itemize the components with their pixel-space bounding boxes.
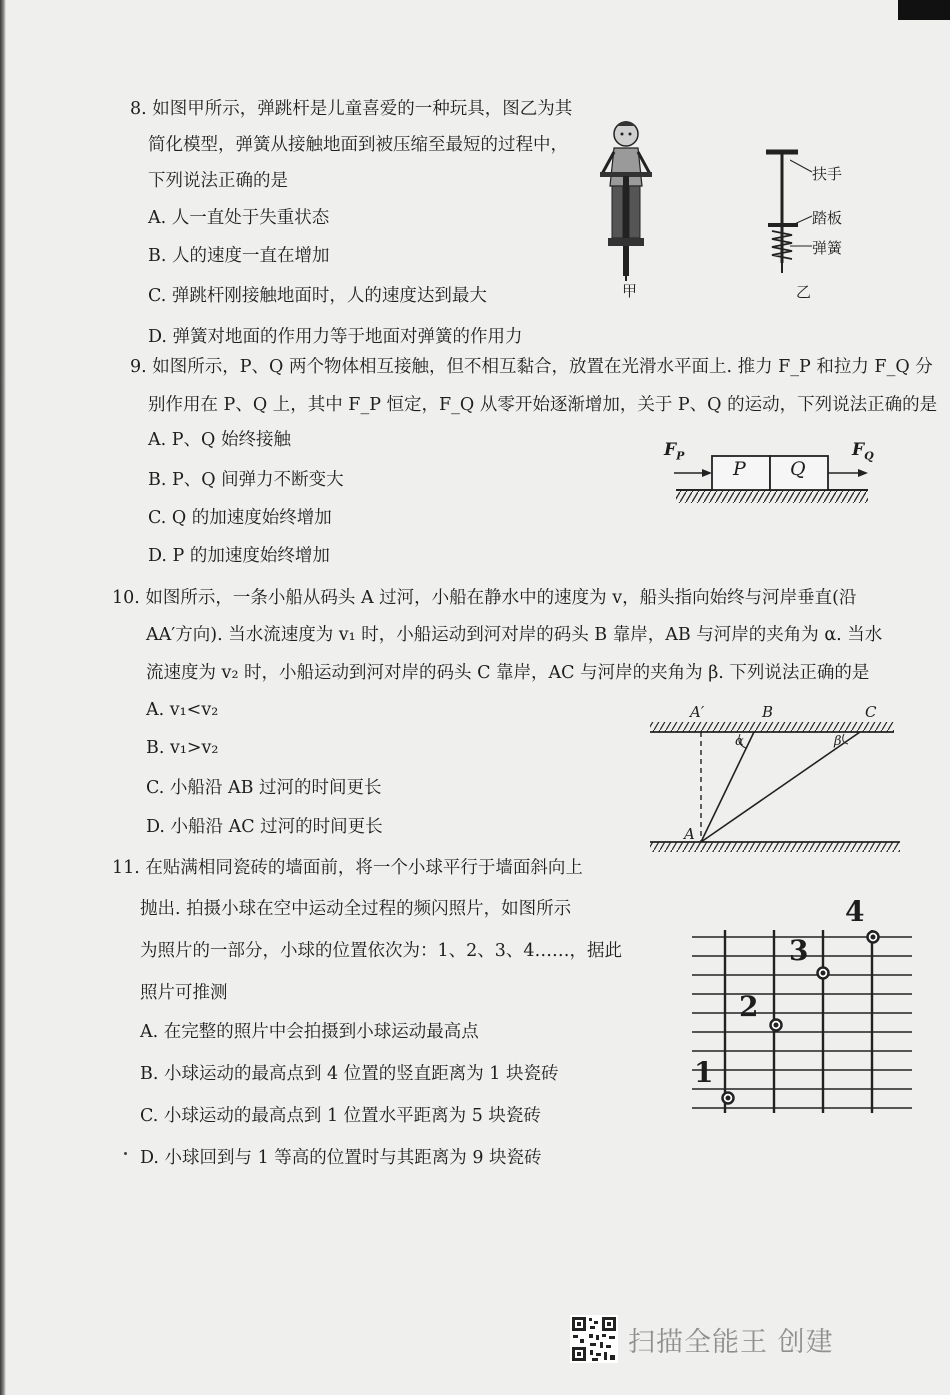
- qr-code-icon: [570, 1315, 618, 1363]
- scanner-brand-text: 扫描全能王 创建: [628, 1326, 834, 1358]
- label-pedal: 踏板: [812, 209, 843, 227]
- pq-blocks-figure: [668, 452, 878, 507]
- q11-stem-line-3: 为照片的一部分，小球的位置依次为：1、2、3、4……，据此: [140, 941, 623, 961]
- q9-option-c: C. Q 的加速度始终增加: [148, 508, 332, 528]
- q10-option-a: A. v₁<v₂: [146, 700, 219, 720]
- q11-option-b: B. 小球运动的最高点到 4 位置的竖直距离为 1 块瓷砖: [140, 1064, 559, 1084]
- q9-stem-line-1: 9. 如图所示，P、Q 两个物体相互接触，但不相互黏合，放置在光滑水平面上. 推力 F_P 和拉力 F_Q 分: [130, 357, 933, 377]
- angle-beta-label: β: [834, 734, 842, 749]
- block-p-label: P: [733, 458, 746, 480]
- label-handle: 扶手: [812, 165, 843, 183]
- q9-option-d: D. P 的加速度始终增加: [148, 546, 330, 566]
- stray-mark: [124, 1152, 127, 1155]
- point-c-label: C: [865, 703, 877, 721]
- pogo-child-figure: [596, 116, 666, 291]
- q11-stem-line-2: 抛出. 拍摄小球在空中运动全过程的频闪照片，如图所示: [140, 899, 572, 919]
- figure-yi-label: 乙: [796, 283, 812, 301]
- ball-position-3-label: 3: [789, 934, 809, 967]
- block-q-label: Q: [790, 458, 806, 480]
- q8-option-b: B. 人的速度一直在增加: [148, 246, 330, 266]
- point-a-label: A: [684, 825, 695, 843]
- ball-position-4-label: 4: [845, 895, 865, 928]
- q8-option-c: C. 弹跳杆刚接触地面时，人的速度达到最大: [148, 286, 487, 306]
- page-binding-edge: [0, 0, 6, 1395]
- q8-stem-line-1: 8. 如图甲所示，弹跳杆是儿童喜爱的一种玩具，图乙为其: [130, 99, 573, 119]
- q11-stem-line-4: 照片可推测: [140, 983, 228, 1003]
- q10-stem-line-3: 流速度为 v₂ 时，小船运动到河对岸的码头 C 靠岸，AC 与河岸的夹角为 β. 下列说法正确的是: [146, 663, 870, 683]
- q10-stem-line-1: 10. 如图所示，一条小船从码头 A 过河，小船在静水中的速度为 v，船头指向始终与河岸垂直(沿: [112, 588, 857, 608]
- ball-position-2-label: 2: [739, 990, 759, 1023]
- q9-option-b: B. P、Q 间弹力不断变大: [148, 470, 344, 490]
- q10-option-d: D. 小船沿 AC 过河的时间更长: [146, 817, 383, 837]
- q8-stem-line-3: 下列说法正确的是: [148, 171, 288, 191]
- force-fp-label: $F_P$: [664, 440, 685, 463]
- figure-jia-label: 甲: [622, 282, 638, 300]
- scanner-watermark: [570, 1314, 834, 1364]
- q11-stem-line-1: 11. 在贴满相同瓷砖的墙面前，将一个小球平行于墙面斜向上: [112, 858, 583, 878]
- q10-option-b: B. v₁>v₂: [146, 738, 219, 758]
- q11-option-c: C. 小球运动的最高点到 1 位置水平距离为 5 块瓷砖: [140, 1106, 541, 1126]
- q8-stem-line-2: 简化模型，弹簧从接触地面到被压缩至最短的过程中，: [148, 135, 568, 155]
- q10-stem-line-2: AA′方向). 当水流速度为 v₁ 时，小船运动到河对岸的码头 B 靠岸，AB 与河岸的夹角为 α. 当水: [146, 625, 883, 645]
- q9-stem-line-2: 别作用在 P、Q 上，其中 F_P 恒定，F_Q 从零开始逐渐增加，关于 P、Q 的运动，下列说法正确的是: [148, 395, 938, 415]
- angle-alpha-label: α: [735, 734, 744, 749]
- label-spring: 弹簧: [812, 239, 843, 257]
- q9-option-a: A. P、Q 始终接触: [148, 430, 291, 450]
- q11-option-d: D. 小球回到与 1 等高的位置时与其距离为 9 块瓷砖: [140, 1148, 542, 1168]
- point-b-label: B: [762, 703, 774, 721]
- point-a-prime-label: A′: [690, 703, 705, 721]
- ball-position-1-label: 1: [694, 1056, 714, 1089]
- scan-corner-mark: [898, 0, 950, 20]
- q8-option-a: A. 人一直处于失重状态: [148, 208, 330, 228]
- q8-option-d: D. 弹簧对地面的作用力等于地面对弹簧的作用力: [148, 327, 523, 347]
- force-fq-label: $F_Q$: [852, 440, 874, 463]
- q10-option-c: C. 小船沿 AB 过河的时间更长: [146, 778, 382, 798]
- q11-option-a: A. 在完整的照片中会拍摄到小球运动最高点: [140, 1022, 479, 1042]
